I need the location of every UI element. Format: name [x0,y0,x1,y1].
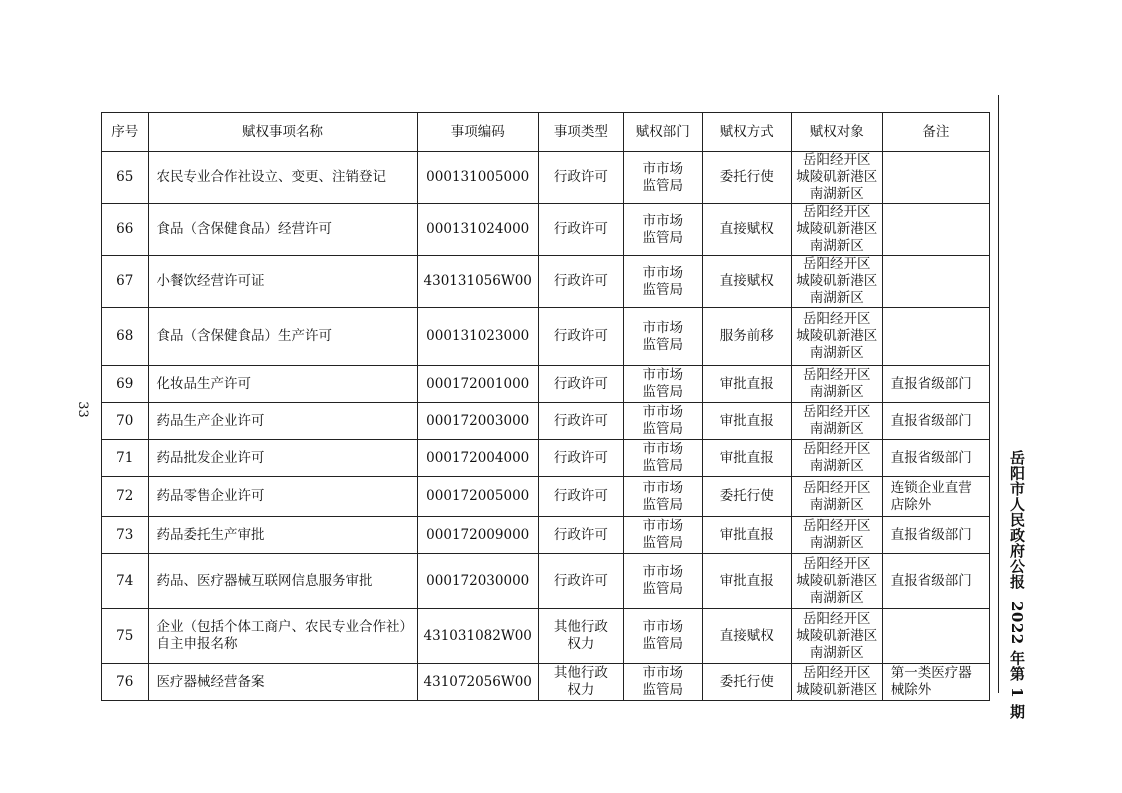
table-row [102,554,990,609]
cell-dept: 市市场监管局 [623,554,702,609]
table-row [102,366,990,403]
margin-rule [998,95,999,693]
target-line: 南湖新区 [809,589,864,606]
cell-code: 000131024000 [417,204,538,256]
cell-note: 直报省级部门 [882,366,989,403]
cell-note: 直报省级部门 [882,517,989,554]
cell-dept: 市市场监管局 [623,308,702,366]
cell-method: 审批直报 [702,366,791,403]
cell-method: 服务前移 [702,308,791,366]
cell-note: 直报省级部门 [882,403,989,440]
table-row [102,517,990,554]
cell-type: 其他行政权力 [538,664,623,701]
cell-code: 000131005000 [417,152,538,204]
target-line: 城陵矶新港区 [796,328,878,344]
cell-no: 68 [102,308,149,366]
table-header-row [102,113,990,152]
header-type: 事项类型 [538,113,623,152]
cell-dept: 市市场监管局 [623,152,702,204]
cell-name: 食品（含保健食品）经营许可 [148,204,417,256]
cell-dept: 市市场监管局 [623,477,702,517]
cell-dept: 市市场监管局 [623,440,702,477]
header-no: 序号 [102,113,149,152]
cell-no: 73 [102,517,149,554]
target-line: 岳阳经开区 [802,441,871,457]
header-note: 备注 [882,113,989,152]
target-line: 岳阳经开区 [802,518,871,534]
cell-target [791,204,882,256]
header-dept: 赋权部门 [623,113,702,152]
cell-code: 431072056W00 [417,664,538,701]
cell-method: 审批直报 [702,403,791,440]
cell-note: 直报省级部门 [882,554,989,609]
target-line: 岳阳经开区 [802,610,871,627]
target-line: 南湖新区 [809,535,864,551]
target-line: 城陵矶新港区 [796,627,878,644]
target-line: 城陵矶新港区 [796,169,878,185]
table-row [102,664,990,701]
cell-type: 行政许可 [538,256,623,308]
cell-note [882,308,989,366]
target-line: 南湖新区 [809,458,864,474]
table-row [102,477,990,517]
target-line: 南湖新区 [809,644,864,661]
cell-type: 行政许可 [538,517,623,554]
cell-dept: 市市场监管局 [623,204,702,256]
header-name: 赋权事项名称 [148,113,417,152]
target-line: 岳阳经开区 [802,665,871,681]
cell-dept: 市市场监管局 [623,403,702,440]
target-line: 南湖新区 [809,290,864,306]
cell-note: 直报省级部门 [882,440,989,477]
target-line: 岳阳经开区 [802,555,871,572]
cell-name: 药品生产企业许可 [148,403,417,440]
cell-type: 行政许可 [538,204,623,256]
cell-note: 连锁企业直营店除外 [882,477,989,517]
cell-note [882,609,989,664]
cell-target [791,152,882,204]
cell-name: 化妆品生产许可 [148,366,417,403]
cell-dept: 市市场监管局 [623,256,702,308]
cell-no: 70 [102,403,149,440]
cell-note [882,204,989,256]
target-line: 南湖新区 [809,238,864,254]
cell-name: 药品零售企业许可 [148,477,417,517]
target-line: 城陵矶新港区 [796,682,878,698]
table-row [102,440,990,477]
cell-dept: 市市场监管局 [623,517,702,554]
cell-no: 71 [102,440,149,477]
cell-code: 000172001000 [417,366,538,403]
publication-name: 岳阳市人民政府公报 [1008,450,1026,590]
table-row [102,403,990,440]
target-line: 城陵矶新港区 [796,273,878,289]
target-line: 南湖新区 [809,186,864,202]
cell-code: 000172009000 [417,517,538,554]
cell-note [882,152,989,204]
cell-type: 行政许可 [538,403,623,440]
target-line: 岳阳经开区 [802,367,871,383]
table-row [102,308,990,366]
cell-method: 委托行使 [702,477,791,517]
cell-name: 食品（含保健食品）生产许可 [148,308,417,366]
cell-note: 第一类医疗器械除外 [882,664,989,701]
cell-method: 直接赋权 [702,609,791,664]
target-line: 岳阳经开区 [802,311,871,327]
cell-type: 行政许可 [538,152,623,204]
cell-no: 75 [102,609,149,664]
target-line: 岳阳经开区 [802,479,871,496]
cell-type: 行政许可 [538,554,623,609]
cell-no: 67 [102,256,149,308]
cell-dept: 市市场监管局 [623,366,702,403]
cell-name: 农民专业合作社设立、变更、注销登记 [148,152,417,204]
cell-type: 行政许可 [538,477,623,517]
target-line: 南湖新区 [809,345,864,361]
cell-method: 审批直报 [702,440,791,477]
table-row [102,152,990,204]
cell-target [791,256,882,308]
cell-name: 药品批发企业许可 [148,440,417,477]
publication-title [1004,450,1028,719]
cell-method: 审批直报 [702,517,791,554]
cell-target [791,609,882,664]
cell-no: 76 [102,664,149,701]
cell-target [791,664,882,701]
cell-no: 69 [102,366,149,403]
table-row [102,609,990,664]
cell-target [791,403,882,440]
cell-target [791,308,882,366]
empowerment-table [101,112,990,701]
cell-type: 行政许可 [538,440,623,477]
cell-target [791,517,882,554]
header-code: 事项编码 [417,113,538,152]
cell-target [791,440,882,477]
cell-method: 委托行使 [702,664,791,701]
cell-dept: 市市场监管局 [623,609,702,664]
target-line: 岳阳经开区 [802,404,871,420]
cell-no: 72 [102,477,149,517]
cell-name: 小餐饮经营许可证 [148,256,417,308]
cell-dept: 市市场监管局 [623,664,702,701]
cell-no: 66 [102,204,149,256]
cell-note [882,256,989,308]
cell-target [791,554,882,609]
cell-code: 431031082W00 [417,609,538,664]
cell-name: 药品委托生产审批 [148,517,417,554]
target-line: 南湖新区 [809,421,864,437]
cell-code: 000131023000 [417,308,538,366]
table-row [102,204,990,256]
cell-name: 企业（包括个体工商户、农民专业合作社）自主申报名称 [148,609,417,664]
cell-name: 药品、医疗器械互联网信息服务审批 [148,554,417,609]
cell-target [791,477,882,517]
cell-method: 委托行使 [702,152,791,204]
cell-method: 直接赋权 [702,256,791,308]
cell-code: 000172004000 [417,440,538,477]
target-line: 岳阳经开区 [802,204,871,220]
page-number: 33 [74,401,90,418]
target-line: 南湖新区 [809,496,864,513]
cell-type: 其他行政权力 [538,609,623,664]
issue-label: 2022 年第 1 期 [1008,600,1026,720]
target-line: 南湖新区 [809,384,864,400]
cell-code: 000172030000 [417,554,538,609]
header-target: 赋权对象 [791,113,882,152]
cell-target [791,366,882,403]
cell-method: 审批直报 [702,554,791,609]
target-line: 岳阳经开区 [802,152,871,168]
header-method: 赋权方式 [702,113,791,152]
target-line: 城陵矶新港区 [796,572,878,589]
cell-no: 65 [102,152,149,204]
cell-method: 直接赋权 [702,204,791,256]
cell-type: 行政许可 [538,308,623,366]
cell-code: 000172003000 [417,403,538,440]
target-line: 城陵矶新港区 [796,221,878,237]
cell-code: 430131056W00 [417,256,538,308]
cell-no: 74 [102,554,149,609]
cell-type: 行政许可 [538,366,623,403]
table-row [102,256,990,308]
cell-code: 000172005000 [417,477,538,517]
target-line: 岳阳经开区 [802,256,871,272]
cell-name: 医疗器械经营备案 [148,664,417,701]
